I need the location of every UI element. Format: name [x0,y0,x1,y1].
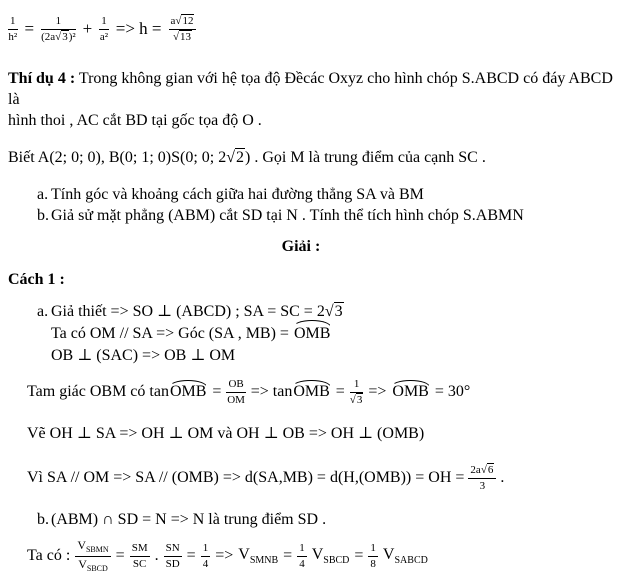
numerator: 1 [350,378,364,393]
numerator: 1 [297,542,307,557]
volume-subscript: SBCD [86,563,108,573]
numerator: 1 [99,15,109,30]
denominator [75,557,110,573]
coef: a [170,14,176,27]
sqrt-sign: √ [349,393,356,406]
solution-part-b [0,509,638,530]
task-list [0,184,638,226]
sqrt-sign: √ [226,149,235,166]
sqrt-term [470,463,494,476]
sqrt-sign: √ [55,30,62,43]
numerator [468,464,496,479]
volume-symbol: V [311,546,324,563]
implies-sign: => [215,547,234,564]
radicand: 2 [236,149,244,166]
plus-sign: + [82,19,93,38]
tan-text: Tam giác OBM có tan [27,383,169,400]
list-marker: a. [37,186,49,203]
task-item-a [0,184,638,205]
radicand: 12 [182,14,194,27]
denominator [169,30,197,44]
sqrt-term [226,148,245,166]
volume-subscript: SBMN [85,545,109,555]
denominator: SC [132,557,147,570]
method-heading: Cách 1 : [8,271,65,288]
height-formula [8,10,638,48]
equals-sign: = [283,547,293,564]
numerator: 1 [41,15,76,30]
volume-symbol: V [382,546,395,563]
numerator: OB [226,378,245,393]
volume-subscript: SMNB [249,555,279,566]
equals-sign: = [212,383,222,400]
fraction [164,542,182,570]
list-marker: b. [37,207,49,224]
equals-sign: = [354,547,364,564]
numerator: 1 [368,542,378,557]
angle-omb-hat: OMB [293,383,330,400]
solution-a-line2 [51,323,344,345]
numerator: 1 [201,542,211,557]
volume-subscript: SABCD [394,555,428,566]
sqrt-term [350,393,364,406]
equals-sign: = [186,547,196,564]
radicand: 3 [62,30,68,43]
denominator [350,393,364,407]
given-text: Biết A(2; 0; 0), B(0; 1; 0)S(0; 0; 2 [8,149,227,166]
sqrt-term [171,14,195,27]
volume-subscript: SBCD [323,555,350,566]
tangent-equation-line [27,376,638,408]
sqrt-sign: √ [172,30,179,43]
sqrt-sign: √ [480,463,487,476]
fraction [201,542,211,570]
implies-tan-text: => tan [250,383,293,400]
task-a-text: Tính góc và khoảng cách giữa hai đường thẳng SA và BM [51,186,424,203]
angle-omb-hat: OMB [392,383,429,400]
fraction [8,15,18,43]
list-marker: b. [37,511,49,528]
solution-heading [0,238,638,256]
task-item-b [0,205,638,226]
list-marker: a. [37,303,49,320]
solution-part-a [0,301,638,367]
numerator: SM [130,542,150,557]
denominator: a² [99,30,109,43]
problem-text-line1: Trong không gian với hệ tọa độ Đềcác Oxyz cho hình chóp S.ABCD có đáy ABCD là [8,70,613,108]
paren-coef: (2a [41,30,56,43]
radicand: 13 [180,30,191,43]
given-coordinates [8,144,638,171]
tan-lead [27,383,207,401]
numerator [75,539,110,556]
fraction [130,542,150,570]
fraction [368,542,378,570]
sqrt-sign: √ [324,303,334,320]
sqrt-term [325,302,344,320]
line2-text: Ta có OM // SA => Góc (SA , MB) = [51,325,293,342]
volume-fraction [75,539,110,572]
volume-symbol: V [238,546,250,563]
equals-sign: = [335,383,345,400]
denominator: h² [8,30,18,43]
example-label: Thí dụ 4 : [8,70,76,87]
sqrt-term [41,30,76,43]
solution-a-line3: OB ⊥ (SAC) => OB ⊥ OM [51,347,236,364]
angle-result: = 30° [434,383,471,400]
radicand: 3 [334,303,343,320]
solution-a-line1 [51,301,344,323]
denominator: 4 [299,557,305,570]
distance-text: Vì SA // OM => SA // (OMB) => d(SA,MB) = d(H,(OMB)) = OH = [27,469,465,486]
perpendicular-construction-line: Vẽ OH ⊥ SA => OH ⊥ OM và OH ⊥ OB => OH ⊥ (OMB) [27,425,425,442]
period: . [500,469,505,486]
solution-b-text: (ABM) ∩ SD = N => N là trung điểm SD . [51,511,327,528]
multiply-dot: . [154,547,159,564]
sqrt-sign: √ [175,14,182,27]
denominator: 8 [370,557,376,570]
angle-omb-hat: OMB [169,383,207,400]
fraction [468,464,496,492]
radicand: 6 [487,463,494,476]
equals-sign: = [24,19,35,38]
volume-symbol: V [78,556,87,571]
numerator [169,15,197,30]
distance-result-line [27,461,638,495]
denominator: 3 [479,479,486,492]
fraction [99,15,109,43]
volume-smnb [238,546,278,566]
solution-heading-text: Giải : [281,238,321,255]
given-text-tail: ) . Gọi M là trung điểm của cạnh SC . [245,149,486,166]
implies-sign: => [368,383,387,400]
volume-sabcd [383,546,428,566]
fraction [350,378,364,406]
volume-ratio-line [27,538,638,574]
fraction [41,15,76,43]
implies-h-equals: => h = [115,19,162,38]
task-b-text: Giả sử mặt phẳng (ABM) cắt SD tại N . Tính thể tích hình chóp S.ABMN [51,207,524,224]
tan-mid [251,383,331,401]
coef: 2a [470,463,481,476]
numerator: SN [164,542,182,557]
denominator: SD [165,557,180,570]
solution-a-lines [51,301,344,367]
final-lead: Ta có : [27,547,71,564]
denominator: 4 [202,557,209,570]
sqrt-term [173,30,192,43]
denominator [41,30,76,44]
radicand: 3 [356,393,363,406]
problem-statement [8,68,628,131]
paren-exponent: )² [68,30,76,43]
line1-text: Giả thiết => SO ⊥ (ABCD) ; SA = SC = 2 [51,303,325,320]
fraction [169,15,197,43]
fraction [226,378,245,406]
problem-text-line2: hình thoi , AC cắt BD tại gốc tọa độ O . [8,112,262,129]
equals-sign: = [115,547,125,564]
angle-omb-hat: OMB [293,323,331,345]
volume-symbol: V [77,538,86,553]
fraction [297,542,307,570]
numerator: 1 [8,15,18,30]
volume-sbcd [312,546,350,566]
denominator: OM [227,393,245,406]
